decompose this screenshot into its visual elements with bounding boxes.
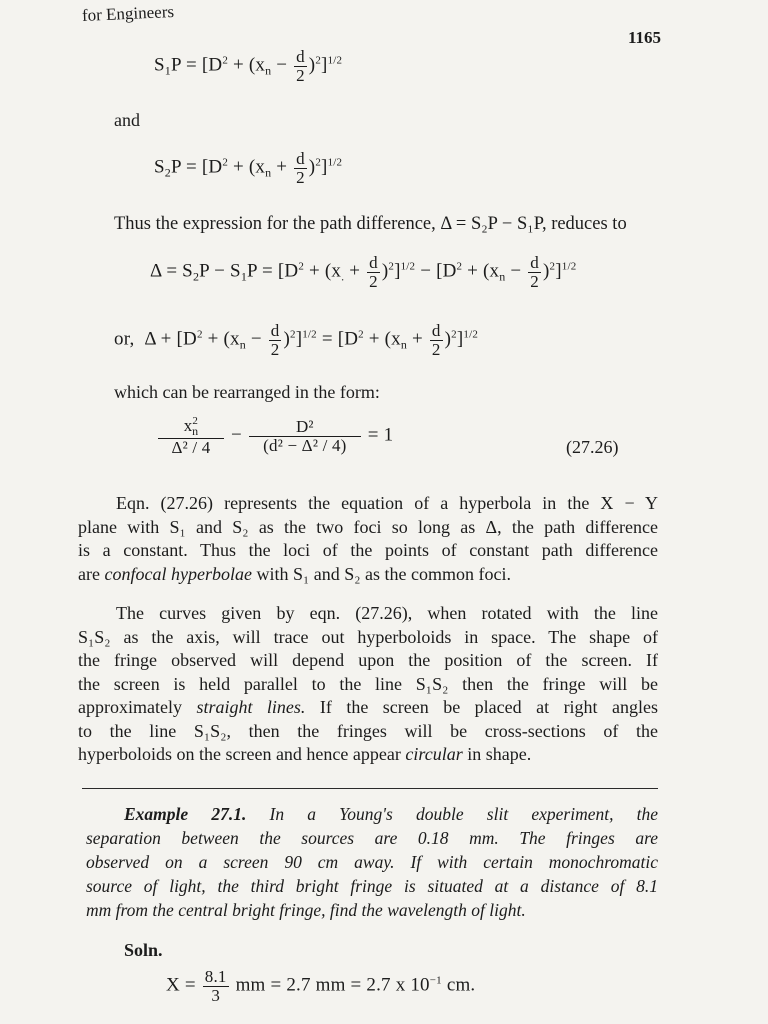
equation-number: (27.26) — [566, 437, 619, 457]
equation-hyperbola: $\frac{x^2_n}{\text{Δ² / 4}}$ − $\frac{\text{D²}}{\text{(d² − Δ² / 4)}}$ = 1 — [156, 416, 393, 456]
text-line: Example 27.1. In a Young's double slit experiment, the — [124, 804, 659, 824]
paragraph-hyperboloids — [78, 602, 658, 767]
and-word: and — [114, 110, 140, 130]
text-line: mm from the central bright fringe, find the wavelength of light. — [86, 900, 526, 920]
equation-s1p: $S_1P = [D^2 + (x_n$ − $\frac{d}{2}$ )$^2$]$^{1/2}$ — [154, 47, 343, 85]
text-line: The curves given by eqn. (27.26), when rotated with the line — [116, 603, 658, 623]
equation-delta: $\Delta = S_2P - S_1P = [D^2 + (x_.$ + $\frac{d}{2}$ )$^2]^{1/2} - [D^2 + (x_n$ − $\frac{d}{2}$ )$^2$]$^{1/2}$ — [150, 253, 577, 291]
path-difference-intro: Thus the expression for the path difference, Δ = S₂P − S₁P, reduces to — [114, 214, 627, 234]
paragraph-hyperbola — [78, 492, 658, 586]
rearranged-intro: which can be rearranged in the form: — [114, 382, 380, 402]
example-label: Example 27.1. — [124, 804, 247, 824]
text-line: the fringe observed will depend upon the position of the screen. If — [78, 650, 658, 670]
text-line: are confocal hyperbolae with S₁ and S₂ as the common foci. — [78, 563, 511, 584]
text-line: plane with S₁ and S₂ as the two foci so long as Δ, the path difference — [78, 516, 658, 537]
text-line: S₁S₂ as the axis, will trace out hyperboloids in space. The shape of — [78, 626, 658, 647]
text-line: is a constant. Thus the loci of the points of constant path difference — [78, 540, 658, 560]
running-title: for Engineers — [81, 2, 175, 25]
text-line: to the line S₁S₂, then the fringes will be cross-sections of the — [78, 720, 658, 741]
text-line: Eqn. (27.26) represents the equation of a hyperbola in the X − Y — [116, 493, 658, 513]
section-divider — [82, 788, 658, 789]
text-line: approximately straight lines. If the screen be placed at right angles — [78, 697, 659, 717]
page-number: 1165 — [628, 28, 662, 47]
text-line: separation between the sources are 0.18 mm. The fringes are — [86, 828, 658, 848]
solution-equation: X = $\frac{8.1}{3}$ mm = 2.7 mm = 2.7 x $10^{-1}$ cm. — [166, 967, 476, 1005]
text-line: source of light, the third bright fringe is situated at a distance of 8.1 — [86, 876, 658, 896]
text-line: the screen is held parallel to the line S₁S₂ then the fringe will be — [78, 673, 658, 694]
example-block — [86, 802, 658, 922]
text-line: observed on a screen 90 cm away. If with certain monochromatic — [86, 852, 658, 872]
equation-s2p: $S_2P = [D^2 + (x_n$ + $\frac{d}{2}$ )$^2$]$^{1/2}$ — [154, 149, 343, 187]
text-line: hyperboloids on the screen and hence appear circular in shape. — [78, 744, 532, 764]
solution-label: Soln. — [124, 940, 163, 960]
equation-or: or, $\Delta + [D^2 + (x_n$ − $\frac{d}{2}$ )$^2]^{1/2} = [D^2 + (x_n$ + $\frac{d}{2}$ )$^2$]$^{1/2}$ — [114, 321, 479, 359]
